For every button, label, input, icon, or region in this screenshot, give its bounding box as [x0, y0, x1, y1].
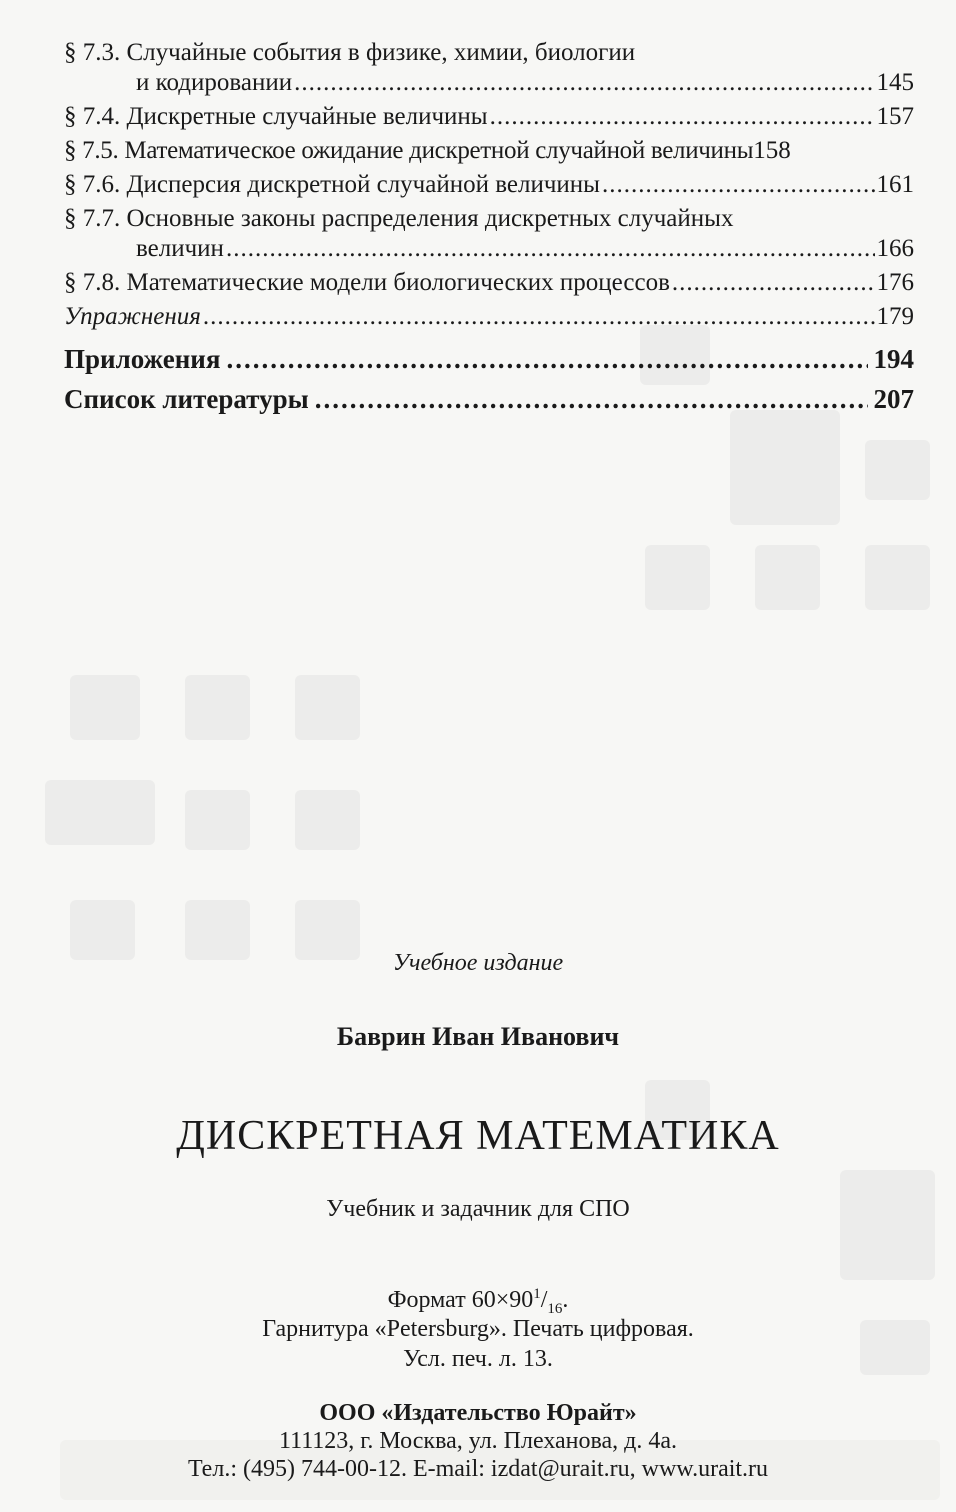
section-title: Математические модели биологических процессов	[126, 269, 670, 296]
section-number: § 7.6.	[64, 171, 121, 198]
bleed-through-square	[70, 675, 140, 740]
leader-dots	[226, 344, 867, 374]
toc-entry	[64, 102, 914, 132]
appendix-title: Приложения	[64, 344, 221, 374]
leader-dots	[226, 234, 875, 264]
leader-dots	[203, 302, 875, 332]
page-number: 166	[876, 235, 914, 262]
format-line	[0, 1286, 956, 1318]
bleed-through-square	[295, 790, 360, 850]
section-title: Основные законы распределения дискретных случайных	[126, 205, 734, 232]
book-subtitle: Учебник и задачник для СПО	[326, 1196, 630, 1222]
toc-entry	[64, 204, 914, 264]
toc-entry	[64, 268, 914, 298]
bleed-through-square	[840, 1170, 935, 1280]
page-number: 161	[876, 171, 914, 198]
toc-entry	[64, 344, 914, 374]
section-number: § 7.8.	[64, 269, 121, 296]
table-of-contents	[64, 38, 914, 414]
bleed-through-square	[645, 545, 710, 610]
page-number: 176	[876, 269, 914, 296]
bleed-through-square	[295, 675, 360, 740]
leader-dots	[490, 102, 875, 132]
book-title: ДИСКРЕТНАЯ МАТЕМАТИКА	[176, 1113, 780, 1159]
format-slash: /	[540, 1287, 548, 1313]
exercises-title: Упражнения	[64, 303, 201, 330]
format-numerator: 1	[533, 1286, 541, 1302]
page-number: 207	[873, 384, 914, 414]
section-number: § 7.4.	[64, 103, 121, 130]
toc-entry	[64, 136, 914, 166]
author-name: Баврин Иван Иванович	[336, 1022, 620, 1051]
leader-dots	[315, 384, 868, 414]
format-end: .	[562, 1287, 569, 1313]
bleed-through-square	[730, 410, 840, 525]
printed-sheets-line: Усл. печ. л. 13.	[403, 1346, 553, 1372]
page-number: 194	[873, 344, 914, 374]
toc-entry	[64, 384, 914, 414]
page-number: 145	[876, 69, 914, 96]
bleed-through-square	[45, 780, 155, 845]
toc-entry	[64, 170, 914, 200]
page-number: 179	[876, 303, 914, 330]
leader-dots	[672, 268, 875, 298]
section-title-continued: величин	[136, 235, 224, 262]
section-title: Дискретные случайные величины	[126, 103, 488, 130]
publisher-address: 111123, г. Москва, ул. Плеханова, д. 4а.	[278, 1428, 678, 1454]
toc-entry	[64, 38, 914, 98]
format-denominator: 16	[547, 1300, 563, 1317]
toc-entry	[64, 302, 914, 332]
section-number: § 7.3.	[64, 39, 121, 66]
edition-type: Учебное издание	[392, 950, 564, 976]
page-number: 158	[753, 137, 791, 164]
page-number: 157	[876, 103, 914, 130]
section-title: Математическое ожидание дискретной случайной величины	[124, 137, 754, 164]
publisher-name: ООО «Издательство Юрайт»	[319, 1400, 637, 1426]
section-number: § 7.7.	[64, 205, 121, 232]
leader-dots	[294, 68, 874, 98]
section-number: § 7.5.	[64, 137, 119, 164]
section-title-continued: и кодировании	[136, 69, 293, 96]
bleed-through-square	[185, 675, 250, 740]
publisher-contacts: Тел.: (495) 744-00-12. E-mail: izdat@urait.ru, www.urait.ru	[187, 1456, 769, 1482]
typeface-line: Гарнитура «Petersburg». Печать цифровая.	[262, 1316, 694, 1342]
section-title: Дисперсия дискретной случайной величины	[126, 171, 600, 198]
format-prefix: Формат 60×90	[387, 1287, 534, 1313]
section-title: Случайные события в физике, химии, биологии	[126, 39, 636, 66]
bleed-through-square	[185, 790, 250, 850]
bleed-through-square	[865, 440, 930, 500]
bleed-through-square	[755, 545, 820, 610]
bibliography-title: Список литературы	[64, 384, 309, 414]
leader-dots	[602, 170, 875, 200]
bleed-through-square	[865, 545, 930, 610]
